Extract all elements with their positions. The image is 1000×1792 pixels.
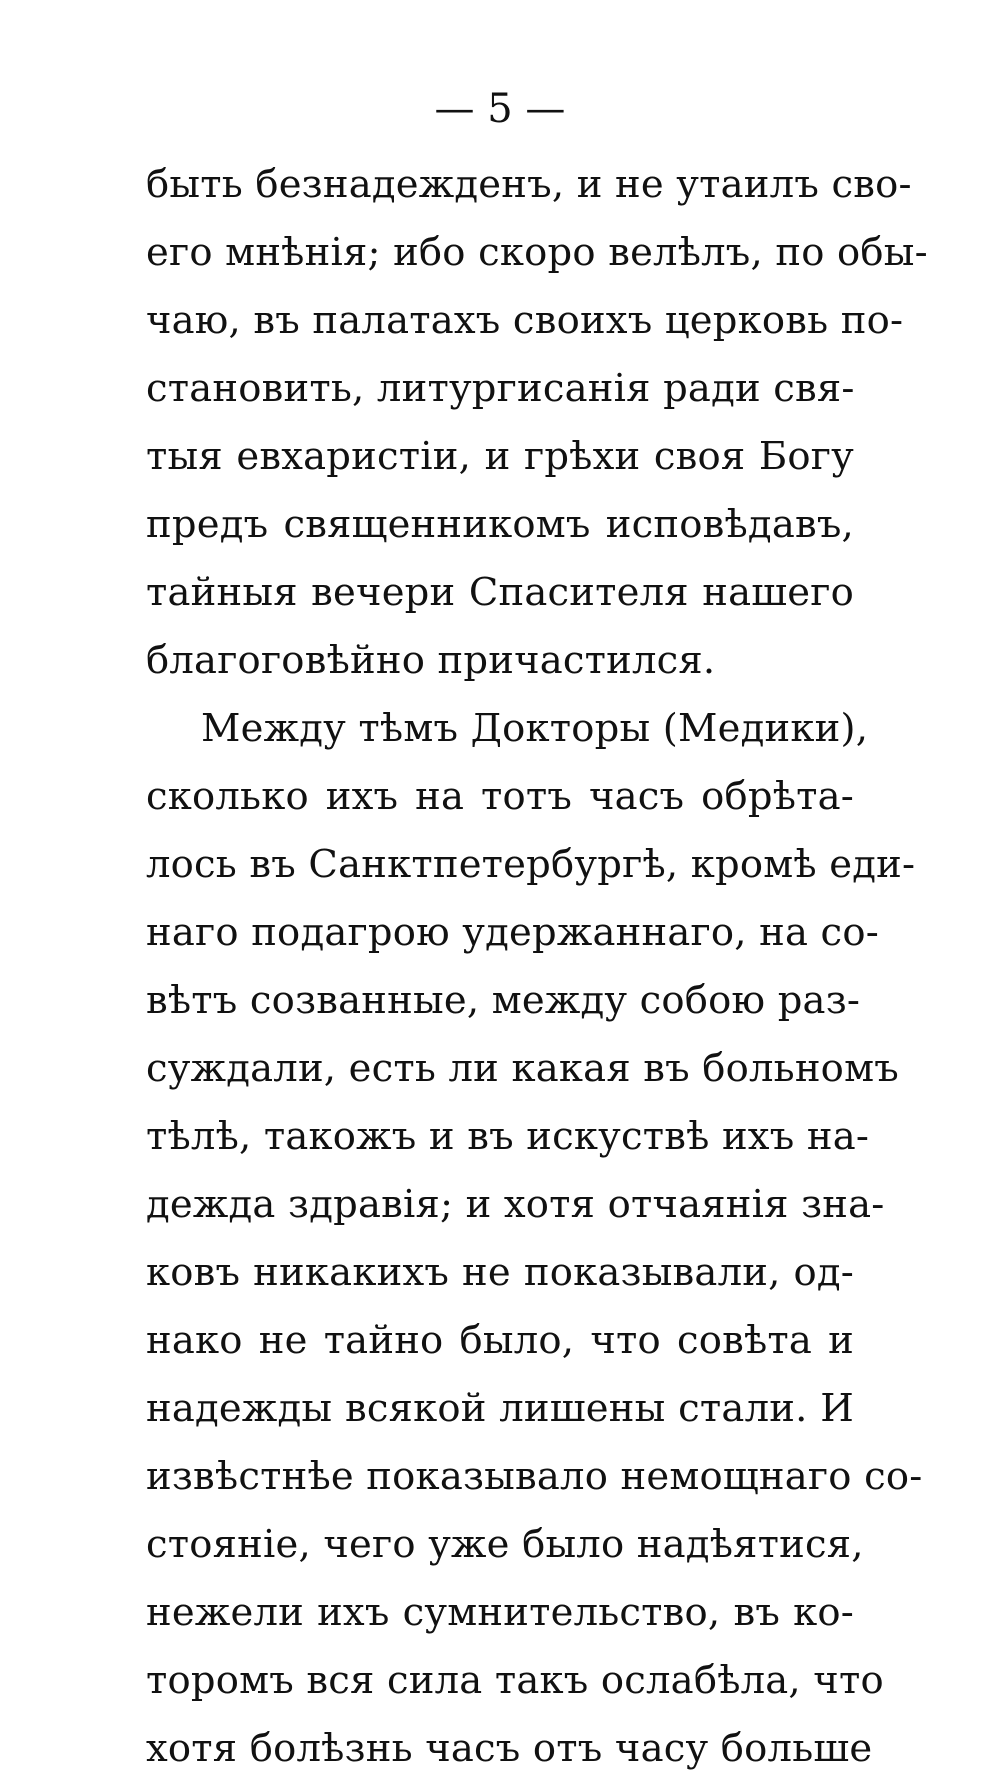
- text-line: становить, литургисанія ради свя-: [146, 366, 855, 411]
- text-line: его мнѣнія; ибо скоро велѣлъ, по обы-: [146, 230, 928, 275]
- paragraph-first-line: Между тѣмъ Докторы (Медики),: [201, 706, 869, 751]
- text-line: извѣстнѣе показывало немощнаго со-: [146, 1454, 923, 1499]
- text-line: тыя евхаристіи, и грѣхи своя Богу: [146, 434, 854, 479]
- text-line: тайныя вечери Спасителя нашего: [146, 570, 854, 615]
- text-line: тѣлѣ, такожъ и въ искуствѣ ихъ на-: [146, 1114, 870, 1159]
- text-line: надежды всякой лишены стали. И: [146, 1386, 854, 1431]
- text-line: благоговѣйно причастился.: [146, 638, 716, 683]
- text-line: лось въ Санктпетербургѣ, кромѣ еди-: [146, 842, 916, 887]
- text-line: ковъ никакихъ не показывали, од-: [146, 1250, 854, 1295]
- page-number: — 5 —: [434, 86, 566, 132]
- text-line: нежели ихъ сумнительство, въ ко-: [146, 1590, 854, 1635]
- text-line: сколько ихъ на тотъ часъ обрѣта-: [146, 774, 854, 819]
- body-text: [146, 160, 928, 1792]
- text-line: наго подагрою удержаннаго, на со-: [146, 910, 879, 955]
- text-line: суждали, есть ли какая въ больномъ: [146, 1046, 899, 1091]
- text-line: вѣтъ созванные, между собою раз-: [146, 978, 861, 1023]
- text-line: нако не тайно было, что совѣта и: [146, 1318, 854, 1363]
- text-line: торомъ вся сила такъ ослабѣла, что: [146, 1658, 884, 1703]
- text-line: быть безнадежденъ, и не утаилъ сво-: [146, 162, 912, 207]
- text-line: чаю, въ палатахъ своихъ церковь по-: [146, 298, 904, 343]
- text-line: хотя болѣзнь часъ отъ часу больше: [146, 1726, 873, 1771]
- text-line: предъ священникомъ исповѣдавъ,: [146, 502, 854, 547]
- text-line: стояніе, чего уже было надѣятися,: [146, 1522, 864, 1567]
- text-line: дежда здравія; и хотя отчаянія зна-: [146, 1182, 885, 1227]
